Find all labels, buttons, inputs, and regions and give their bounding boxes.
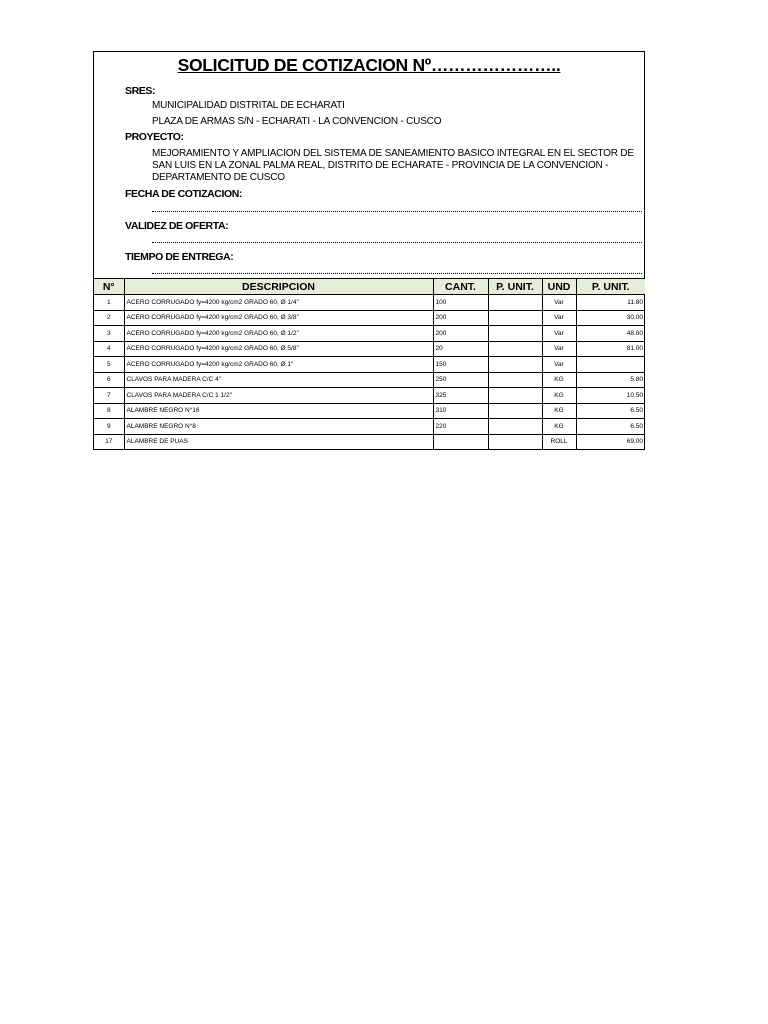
row-unit-price <box>488 388 542 404</box>
table-row <box>94 434 645 449</box>
project-description: MEJORAMIENTO Y AMPLIACION DEL SISTEMA DE SANEAMIENTO BASICO INTEGRAL EN EL SECTOR DE SAN LUIS EN LA ZONAL PALMA REAL, DISTRITO DE ECHARATE - PROVINCIA DE LA CONVENCION - DEPARTAMENTO DE CUSCO <box>152 148 634 183</box>
table-row <box>94 295 645 311</box>
row-quantity: 20 <box>433 341 488 357</box>
header-price: P. UNIT. <box>576 279 645 295</box>
row-unit: KG <box>542 372 576 388</box>
table-row <box>94 357 645 373</box>
row-number: 6 <box>94 372 124 388</box>
row-price: 11.80 <box>576 295 645 311</box>
row-quantity: 220 <box>433 419 488 435</box>
row-price: 6.50 <box>576 419 645 435</box>
quotation-header <box>94 52 644 278</box>
header-description: DESCRIPCION <box>124 279 433 295</box>
recipient-address: PLAZA DE ARMAS S/N - ECHARATI - LA CONVENCION - CUSCO <box>152 116 442 127</box>
row-unit-price <box>488 434 542 449</box>
proyecto-label: PROYECTO: <box>125 131 184 143</box>
row-quantity: 325 <box>433 388 488 404</box>
row-number: 4 <box>94 341 124 357</box>
row-price: 48.00 <box>576 326 645 342</box>
row-quantity: 200 <box>433 310 488 326</box>
row-unit-price <box>488 419 542 435</box>
page-title: SOLICITUD DE COTIZACION Nº………………….. <box>177 55 561 75</box>
header-number: N° <box>94 279 124 295</box>
row-description: ACERO CORRUGADO fy=4200 kg/cm2 GRADO 60, Ø 5/8" <box>124 341 433 357</box>
row-unit: Var <box>542 357 576 373</box>
row-number: 9 <box>94 419 124 435</box>
row-price: 5.80 <box>576 372 645 388</box>
row-unit: Var <box>542 310 576 326</box>
row-description: CLAVOS PARA MADERA C/C 1 1/2" <box>124 388 433 404</box>
header-unit-price: P. UNIT. <box>488 279 542 295</box>
tiempo-label: TIEMPO DE ENTREGA: <box>125 251 234 263</box>
row-unit-price <box>488 357 542 373</box>
row-number: 2 <box>94 310 124 326</box>
row-description: ACERO CORRUGADO fy=4200 kg/cm2 GRADO 60, Ø 1" <box>124 357 433 373</box>
row-unit: Var <box>542 341 576 357</box>
quotation-sheet <box>93 51 645 450</box>
row-number: 3 <box>94 326 124 342</box>
validez-label: VALIDEZ DE OFERTA: <box>125 220 229 232</box>
row-unit: KG <box>542 403 576 419</box>
header-unit: UND <box>542 279 576 295</box>
row-unit-price <box>488 295 542 311</box>
row-unit: Var <box>542 295 576 311</box>
row-number: 17 <box>94 434 124 449</box>
row-unit-price <box>488 403 542 419</box>
row-quantity: 250 <box>433 372 488 388</box>
row-description: ACERO CORRUGADO fy=4200 kg/cm2 GRADO 60, Ø 3/8" <box>124 310 433 326</box>
table-row <box>94 310 645 326</box>
row-number: 7 <box>94 388 124 404</box>
header-quantity: CANT. <box>433 279 488 295</box>
row-quantity: 310 <box>433 403 488 419</box>
row-unit-price <box>488 326 542 342</box>
table-row <box>94 326 645 342</box>
row-unit: KG <box>542 388 576 404</box>
row-number: 8 <box>94 403 124 419</box>
table-header-row <box>94 279 645 295</box>
table-row <box>94 419 645 435</box>
items-table <box>94 278 645 449</box>
row-price <box>576 357 645 373</box>
table-row <box>94 403 645 419</box>
row-description: ALAMBRE DE PUAS <box>124 434 433 449</box>
row-unit-price <box>488 372 542 388</box>
row-quantity: 200 <box>433 326 488 342</box>
row-unit-price <box>488 310 542 326</box>
row-price: 30.00 <box>576 310 645 326</box>
sres-label: SRES: <box>125 85 156 97</box>
row-unit: Var <box>542 326 576 342</box>
row-description: ALAMBRE NEGRO N°8 <box>124 419 433 435</box>
row-description: CLAVOS PARA MADERA C/C 4" <box>124 372 433 388</box>
row-unit: ROLL <box>542 434 576 449</box>
row-price: 81.00 <box>576 341 645 357</box>
fecha-dotted-line <box>152 211 642 212</box>
row-description: ACERO CORRUGADO fy=4200 kg/cm2 GRADO 60, Ø 1/4" <box>124 295 433 311</box>
row-description: ACERO CORRUGADO fy=4200 kg/cm2 GRADO 60, Ø 1/2" <box>124 326 433 342</box>
fecha-label: FECHA DE COTIZACION: <box>125 188 243 200</box>
row-price: 10.50 <box>576 388 645 404</box>
row-price: 69.00 <box>576 434 645 449</box>
tiempo-dotted-line <box>152 273 642 274</box>
row-quantity: 150 <box>433 357 488 373</box>
row-unit: KG <box>542 419 576 435</box>
table-row <box>94 372 645 388</box>
recipient-name: MUNICIPALIDAD DISTRITAL DE ECHARATI <box>152 100 345 111</box>
row-price: 6.50 <box>576 403 645 419</box>
row-description: ALAMBRE NEGRO N°16 <box>124 403 433 419</box>
table-row <box>94 388 645 404</box>
row-quantity: 100 <box>433 295 488 311</box>
row-quantity <box>433 434 488 449</box>
table-row <box>94 341 645 357</box>
row-number: 1 <box>94 295 124 311</box>
row-number: 5 <box>94 357 124 373</box>
validez-dotted-line <box>152 242 642 243</box>
row-unit-price <box>488 341 542 357</box>
